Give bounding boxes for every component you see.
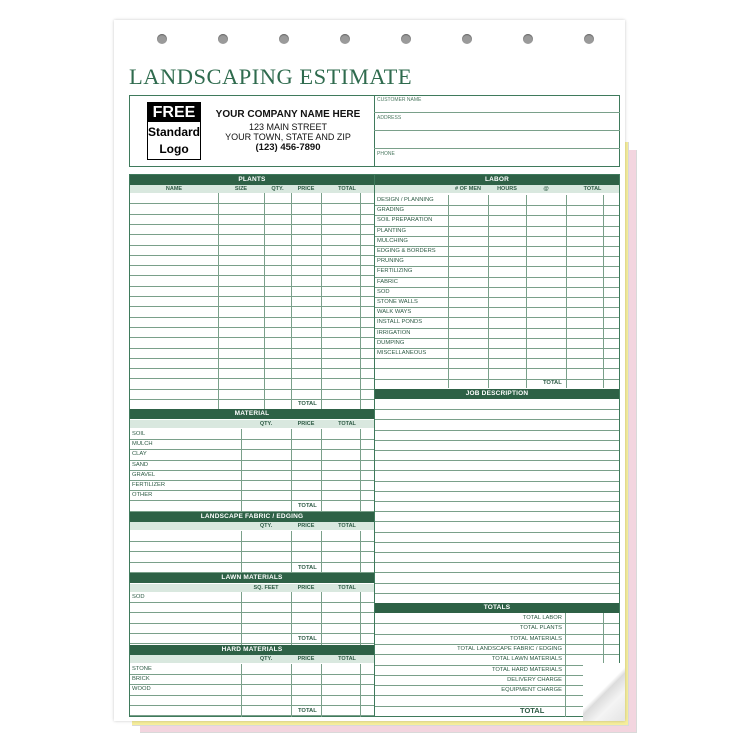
job-description-header: JOB DESCRIPTION [375, 389, 619, 399]
fabric-col-total: TOTAL [338, 523, 356, 529]
lawn-row-line [130, 633, 374, 634]
plants-col-name: NAME [165, 186, 183, 192]
labor-col-line [488, 195, 489, 388]
plants-row-line [130, 214, 374, 215]
fabric-row-line [130, 562, 374, 563]
punch-hole [584, 34, 594, 44]
plants-row-line [130, 286, 374, 287]
labor-row-label: FABRIC [377, 278, 398, 285]
lawn-col-sqfeet: SQ. FEET [253, 585, 279, 591]
hard-col-line [291, 664, 292, 717]
fabric-col-line [321, 531, 322, 573]
material-row-line [130, 460, 374, 461]
labor-row-label: MISCELLANEOUS [377, 350, 427, 356]
hard-col-total: TOTAL [338, 656, 356, 662]
labor-row-line [375, 379, 619, 380]
lawn-col-line [321, 592, 322, 645]
labor-col-line [603, 195, 604, 388]
lawn-col-price: PRICE [297, 585, 315, 591]
phone-label: PHONE [377, 151, 395, 157]
job-description-row-line [375, 583, 619, 584]
material-row-label: SOIL [132, 431, 146, 437]
fabric-col-qty: QTY. [259, 523, 273, 529]
material-total-label: TOTAL [298, 503, 317, 509]
logo-standard-text: Standard [148, 125, 201, 139]
material-col-qty: QTY. [259, 421, 273, 427]
labor-row-label: PRUNING [377, 258, 404, 265]
logo-free-text: FREE [148, 103, 200, 122]
labor-row-line [375, 338, 619, 339]
header-divider [374, 95, 375, 167]
plants-row-line [130, 317, 374, 318]
page-curl [583, 663, 625, 721]
hard-row-line [130, 715, 374, 716]
job-description-row-line [375, 419, 619, 420]
punch-hole [279, 34, 289, 44]
plants-row-line [130, 389, 374, 390]
labor-col-men: # OF MEN [455, 186, 481, 192]
hard-col-price: PRICE [297, 656, 315, 662]
lawn-total-label: TOTAL [298, 636, 317, 642]
labor-row-line [375, 368, 619, 369]
plants-row-line [130, 337, 374, 338]
material-row-line [130, 470, 374, 471]
hard-header: HARD MATERIALS [130, 645, 374, 655]
plants-row-line [130, 327, 374, 328]
plants-row-line [130, 358, 374, 359]
job-description-row-line [375, 430, 619, 431]
hard-total-label: TOTAL [298, 708, 317, 714]
lawn-row-line [130, 612, 374, 613]
job-description-row-line [375, 501, 619, 502]
plants-row-line [130, 255, 374, 256]
lawn-row-line [130, 602, 374, 603]
job-description-row-line [375, 521, 619, 522]
labor-row-line [375, 256, 619, 257]
material-row-label: SAND [132, 461, 149, 468]
grand-total-label: TOTAL [520, 706, 545, 715]
material-row-line [130, 500, 374, 501]
company-street: 123 MAIN STREET [248, 122, 328, 132]
fabric-col-line [241, 531, 242, 573]
totals-col-line [565, 613, 566, 717]
totals-row-label: TOTAL MATERIALS [510, 635, 562, 642]
material-row-label: FERTILIZER [132, 482, 166, 488]
job-description-row-line [375, 460, 619, 461]
hard-col-line [321, 664, 322, 717]
labor-header: LABOR [375, 175, 619, 185]
hard-col-qty: QTY. [259, 656, 273, 662]
plants-row-line [130, 306, 374, 307]
material-row-line [130, 439, 374, 440]
material-col-total: TOTAL [338, 421, 356, 427]
fabric-row-line [130, 551, 374, 552]
job-description-row-line [375, 542, 619, 543]
plants-col-price: PRICE [297, 186, 315, 192]
labor-col-line [448, 195, 449, 388]
material-row-label: GRAVEL [132, 471, 156, 478]
company-phone: (123) 456-7890 [255, 142, 321, 153]
material-col-price: PRICE [297, 421, 315, 427]
lawn-row-line [130, 643, 374, 644]
lawn-header: LAWN MATERIALS [130, 573, 374, 583]
labor-col-rate: @ [543, 186, 549, 192]
fabric-col-line [360, 531, 361, 573]
labor-row-label: SOIL PREPARATION [377, 217, 433, 224]
plants-col-line [291, 193, 292, 409]
hard-row-line [130, 684, 374, 685]
labor-row-line [375, 307, 619, 308]
hard-row-label: WOOD [132, 686, 151, 693]
logo-logo-text: Logo [159, 142, 189, 156]
material-row-label: OTHER [132, 492, 153, 499]
customer-row-line [374, 148, 620, 149]
punch-hole [340, 34, 350, 44]
customer-name-label: CUSTOMER NAME [377, 97, 422, 103]
hard-row-line [130, 705, 374, 706]
job-description-row-line [375, 562, 619, 563]
labor-col-line [526, 195, 527, 388]
plants-col-size: SIZE [234, 186, 248, 192]
totals-row-label: TOTAL LABOR [522, 615, 562, 621]
job-description-row-line [375, 572, 619, 573]
labor-row-label: MULCHING [377, 237, 408, 244]
customer-row-line [374, 130, 620, 131]
fabric-col-line [291, 531, 292, 573]
material-col-line [360, 429, 361, 511]
job-description-row-line [375, 440, 619, 441]
plants-row-line [130, 245, 374, 246]
lawn-row-label: SOD [132, 594, 145, 600]
plants-row-line [130, 399, 374, 400]
punch-hole [218, 34, 228, 44]
plants-row-line [130, 203, 374, 204]
plants-row-line [130, 275, 374, 276]
labor-row-line [375, 358, 619, 359]
totals-row-label: EQUIPMENT CHARGE [501, 687, 562, 694]
material-row-line [130, 480, 374, 481]
punch-hole [401, 34, 411, 44]
plants-row-line [130, 224, 374, 225]
material-col-line [291, 429, 292, 511]
lawn-col-line [360, 592, 361, 645]
lawn-col-line [291, 592, 292, 645]
labor-col-line [566, 195, 567, 388]
lawn-col-line [241, 592, 242, 645]
plants-header: PLANTS [130, 175, 374, 185]
plants-row-line [130, 265, 374, 266]
material-row-line [130, 490, 374, 491]
lawn-row-line [130, 623, 374, 624]
job-description-row-line [375, 552, 619, 553]
job-description-row-line [375, 470, 619, 471]
labor-row-label: PLANTING [377, 227, 406, 234]
plants-row-line [130, 296, 374, 297]
material-row-line [130, 449, 374, 450]
fabric-row-line [130, 541, 374, 542]
customer-row-line [374, 112, 620, 113]
job-description-row-line [375, 450, 619, 451]
labor-row-line [375, 277, 619, 278]
fabric-total-label: TOTAL [298, 565, 317, 571]
job-description-row-line [375, 491, 619, 492]
plants-row-line [130, 378, 374, 379]
hard-row-label: BRICK [132, 676, 150, 683]
material-row-label: MULCH [132, 441, 153, 448]
labor-row-label: INSTALL PONDS [377, 319, 423, 326]
material-col-line [321, 429, 322, 511]
fabric-col-price: PRICE [297, 523, 315, 529]
address-label: ADDRESS [377, 115, 402, 121]
form-title: LANDSCAPING ESTIMATE [129, 64, 413, 89]
job-description-row-line [375, 532, 619, 533]
labor-row-label: FERTILIZING [377, 268, 413, 275]
plants-col-total: TOTAL [338, 186, 356, 192]
labor-row-label: SOD [377, 288, 390, 295]
labor-row-label: EDGING & BORDERS [377, 248, 436, 254]
plants-row-line [130, 348, 374, 349]
punch-hole [157, 34, 167, 44]
company-logo [147, 102, 201, 160]
hard-col-line [360, 664, 361, 717]
labor-row-label: DESIGN / PLANNING [377, 197, 434, 203]
job-description-row-line [375, 409, 619, 410]
totals-row-label: TOTAL PLANTS [519, 625, 562, 632]
plants-col-qty: QTY. [271, 186, 284, 192]
labor-col-total: TOTAL [583, 186, 602, 192]
material-col-line [241, 429, 242, 511]
totals-row-label: DELIVERY CHARGE [507, 676, 562, 683]
punch-hole [462, 34, 472, 44]
material-header: MATERIAL [130, 409, 374, 419]
totals-row-label: TOTAL HARD MATERIALS [491, 666, 562, 673]
plants-col-line [360, 193, 361, 409]
plants-col-line [321, 193, 322, 409]
punch-hole [523, 34, 533, 44]
plants-col-line [264, 193, 265, 409]
labor-row-label: IRRIGATION [377, 329, 411, 336]
plants-col-line [218, 193, 219, 409]
labor-row-label: GRADING [377, 207, 405, 214]
totals-header: TOTALS [375, 603, 619, 613]
plants-total-label: TOTAL [298, 401, 317, 407]
labor-row-line [375, 236, 619, 237]
plants-row-line [130, 234, 374, 235]
company-city: YOUR TOWN, STATE AND ZIP [225, 132, 351, 142]
company-name: YOUR COMPANY NAME HERE [215, 109, 361, 120]
job-description-row-line [375, 511, 619, 512]
labor-col-hours: HOURS [497, 186, 517, 192]
lawn-col-total: TOTAL [338, 585, 356, 591]
hard-row-line [130, 695, 374, 696]
totals-row-label: TOTAL LANDSCAPE FABRIC / EDGING [457, 645, 562, 652]
totals-row-label: TOTAL LAWN MATERIALS [491, 656, 562, 663]
hard-row-label: STONE [132, 666, 152, 672]
hard-col-line [241, 664, 242, 717]
labor-row-line [375, 328, 619, 329]
labor-row-label: DUMPING [377, 339, 405, 346]
labor-row-line [375, 287, 619, 288]
labor-row-label: WALK WAYS [377, 309, 412, 316]
labor-row-line [375, 226, 619, 227]
material-row-label: CLAY [132, 451, 147, 458]
plants-row-line [130, 368, 374, 369]
labor-row-label: STONE WALLS [377, 299, 418, 305]
labor-row-line [375, 205, 619, 206]
job-description-row-line [375, 481, 619, 482]
fabric-header: LANDSCAPE FABRIC / EDGING [130, 512, 374, 522]
hard-row-line [130, 674, 374, 675]
labor-total-label: TOTAL [543, 380, 562, 386]
job-description-row-line [375, 593, 619, 594]
